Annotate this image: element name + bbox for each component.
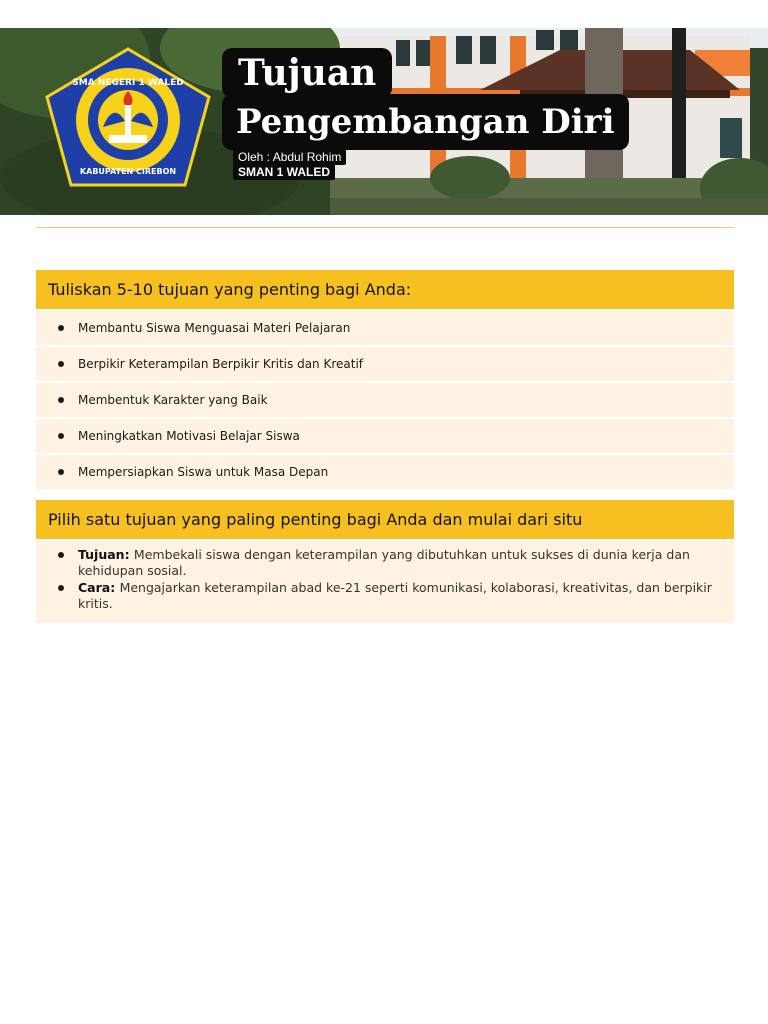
goals-list xyxy=(36,311,734,489)
list-item xyxy=(36,419,734,453)
bullet-icon xyxy=(58,585,64,591)
goals-heading: Tuliskan 5-10 tujuan yang penting bagi Anda: xyxy=(36,270,734,309)
header-banner xyxy=(0,28,768,215)
list-item xyxy=(36,347,734,381)
goal-text: Meningkatkan Motivasi Belajar Siswa xyxy=(78,429,300,443)
list-item xyxy=(36,383,734,417)
bullet-icon xyxy=(58,361,64,367)
list-item xyxy=(36,311,734,345)
list-item xyxy=(36,455,734,489)
divider-line xyxy=(36,227,734,228)
bullet-icon xyxy=(58,325,64,331)
bullet-icon xyxy=(58,433,64,439)
school-label: SMAN 1 WALED xyxy=(233,164,335,180)
cara-label: Cara: xyxy=(78,580,120,595)
goal-text: Mempersiapkan Siswa untuk Masa Depan xyxy=(78,465,329,479)
tujuan-row xyxy=(58,547,714,579)
title-line-1: Tujuan xyxy=(222,48,392,98)
bullet-icon xyxy=(58,397,64,403)
priority-detail xyxy=(36,541,734,623)
logo-top-text: SMA NEGERI 1 WALED xyxy=(72,78,184,88)
goal-text: Membentuk Karakter yang Baik xyxy=(78,393,268,407)
author-label: Oleh : Abdul Rohim xyxy=(233,149,346,165)
goal-text: Berpikir Keterampilan Berpikir Kritis dan Kreatif xyxy=(78,357,364,371)
goal-text: Membantu Siswa Menguasai Materi Pelajaran xyxy=(78,321,351,335)
bullet-icon xyxy=(58,552,64,558)
tujuan-text: Membekali siswa dengan keterampilan yang dibutuhkan untuk sukses di dunia kerja dan kehidupan sosial. xyxy=(78,547,690,578)
title-line-2: Pengembangan Diri xyxy=(222,94,629,150)
bullet-icon xyxy=(58,469,64,475)
cara-text: Mengajarkan keterampilan abad ke-21 seperti komunikasi, kolaborasi, kreativitas, dan berpikir kritis. xyxy=(78,580,712,611)
priority-section xyxy=(36,500,734,623)
tujuan-label: Tujuan: xyxy=(78,547,134,562)
priority-heading: Pilih satu tujuan yang paling penting bagi Anda dan mulai dari situ xyxy=(36,500,734,539)
school-logo xyxy=(43,47,213,189)
goals-section xyxy=(36,270,734,489)
cara-row xyxy=(58,580,714,612)
logo-bottom-text: KABUPATEN CIREBON xyxy=(79,167,177,176)
